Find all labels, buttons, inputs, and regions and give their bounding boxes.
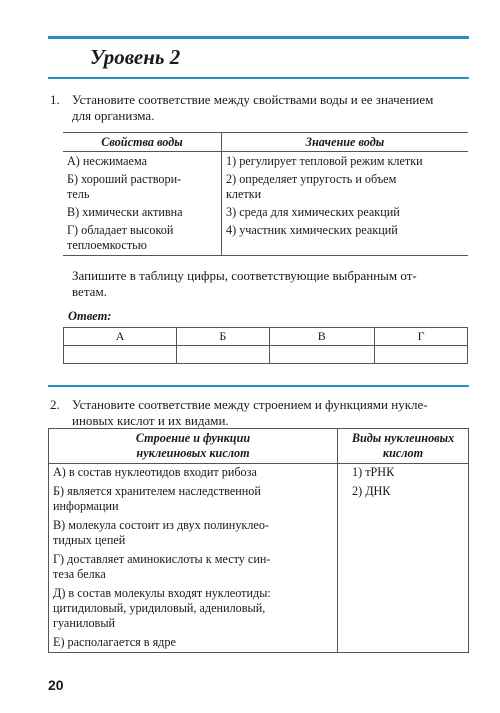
q2-match-table xyxy=(48,428,469,653)
q2-item-d-cont2: гуаниловый xyxy=(53,616,116,630)
q2-header-types-line2: кислот xyxy=(382,446,424,460)
q1-instruction-line2: ветам. xyxy=(72,284,107,299)
answer-col-v: В xyxy=(269,328,375,346)
q1-property-g: Г) обладает высокой xyxy=(67,223,174,237)
q2-item-b-cont: информации xyxy=(53,499,119,513)
q2-item-v: В) молекула состоит из двух полинуклео- xyxy=(53,518,269,532)
q1-meaning-2: 2) определяет упругость и объем xyxy=(226,172,397,186)
q2-header-types-line1: Виды нуклеиновых xyxy=(351,431,455,445)
q1-property-b-cont: тель xyxy=(67,187,90,201)
q1-property-v: В) химически активна xyxy=(67,205,183,219)
answer-cell-v[interactable] xyxy=(269,346,375,364)
q2-header-structure-line1: Строение и функции xyxy=(135,431,251,445)
answer-col-g: Г xyxy=(375,328,468,346)
q2-header-structure xyxy=(49,429,338,464)
q2-text-line2: иновых кислот и их видами. xyxy=(72,413,229,428)
q1-match-table xyxy=(63,132,468,256)
q1-text-line1: Установите соответствие между свойствами воды и ее значением xyxy=(72,92,434,107)
page-number: 20 xyxy=(48,677,64,693)
top-rule xyxy=(48,36,469,39)
q2-types-cell xyxy=(338,464,469,653)
answer-cell-b[interactable] xyxy=(177,346,269,364)
answer-cell-g[interactable] xyxy=(375,346,468,364)
q1-property-a: А) несжимаема xyxy=(67,154,147,168)
q2-type-1: 1) тРНК xyxy=(352,465,395,479)
q2-item-g-cont: теза белка xyxy=(53,567,106,581)
q2-item-a: А) в состав нуклеотидов входит рибоза xyxy=(53,465,257,479)
q1-text-line2: для организма. xyxy=(72,108,155,123)
q1-header-meaning: Значение воды xyxy=(222,133,469,152)
q1-answer-table xyxy=(63,327,468,364)
q2-structures-cell xyxy=(49,464,338,653)
q2-header-structure-line2: нуклеиновых кислот xyxy=(136,446,250,460)
answer-cell-a[interactable] xyxy=(64,346,177,364)
q1-meaning-4: 4) участник химических реакций xyxy=(226,223,398,237)
q1-answer-label: Ответ: xyxy=(68,309,112,323)
q1-instruction-line1: Запишите в таблицу цифры, соответствующие выбранным от- xyxy=(72,268,417,283)
q2-item-d: Д) в состав молекулы входят нуклеотиды: xyxy=(53,586,271,600)
q2-item-v-cont: тидных цепей xyxy=(53,533,126,547)
q2-number: 2. xyxy=(50,397,60,412)
q1-property-b: Б) хороший раствори- xyxy=(67,172,182,186)
q1-header-properties: Свойства воды xyxy=(63,133,222,152)
q2-item-d-cont1: цитидиловый, уридиловый, адениловый, xyxy=(53,601,266,615)
q2-type-2: 2) ДНК xyxy=(352,484,391,498)
q1-meaning-2-cont: клетки xyxy=(226,187,262,201)
q2-item-b: Б) является хранителем наследственной xyxy=(53,484,261,498)
q1-meanings-cell xyxy=(222,152,469,256)
q2-header-types xyxy=(338,429,469,464)
q2-text-line1: Установите соответствие между строением и функциями нукле- xyxy=(72,397,428,412)
q1-meaning-1: 1) регулирует тепловой режим клетки xyxy=(226,154,423,168)
title-rule xyxy=(48,77,469,79)
q1-number: 1. xyxy=(50,92,60,107)
answer-col-a: А xyxy=(64,328,177,346)
q2-item-e: Е) располагается в ядре xyxy=(53,635,176,649)
q1-properties-cell xyxy=(63,152,222,256)
q2-item-g: Г) доставляет аминокислоты к месту син- xyxy=(53,552,271,566)
q1-meaning-3: 3) среда для химических реакций xyxy=(226,205,400,219)
level-title: Уровень 2 xyxy=(90,45,181,69)
q1-property-g-cont: теплоемкостью xyxy=(67,238,147,252)
section-rule xyxy=(48,385,469,387)
answer-col-b: Б xyxy=(177,328,269,346)
